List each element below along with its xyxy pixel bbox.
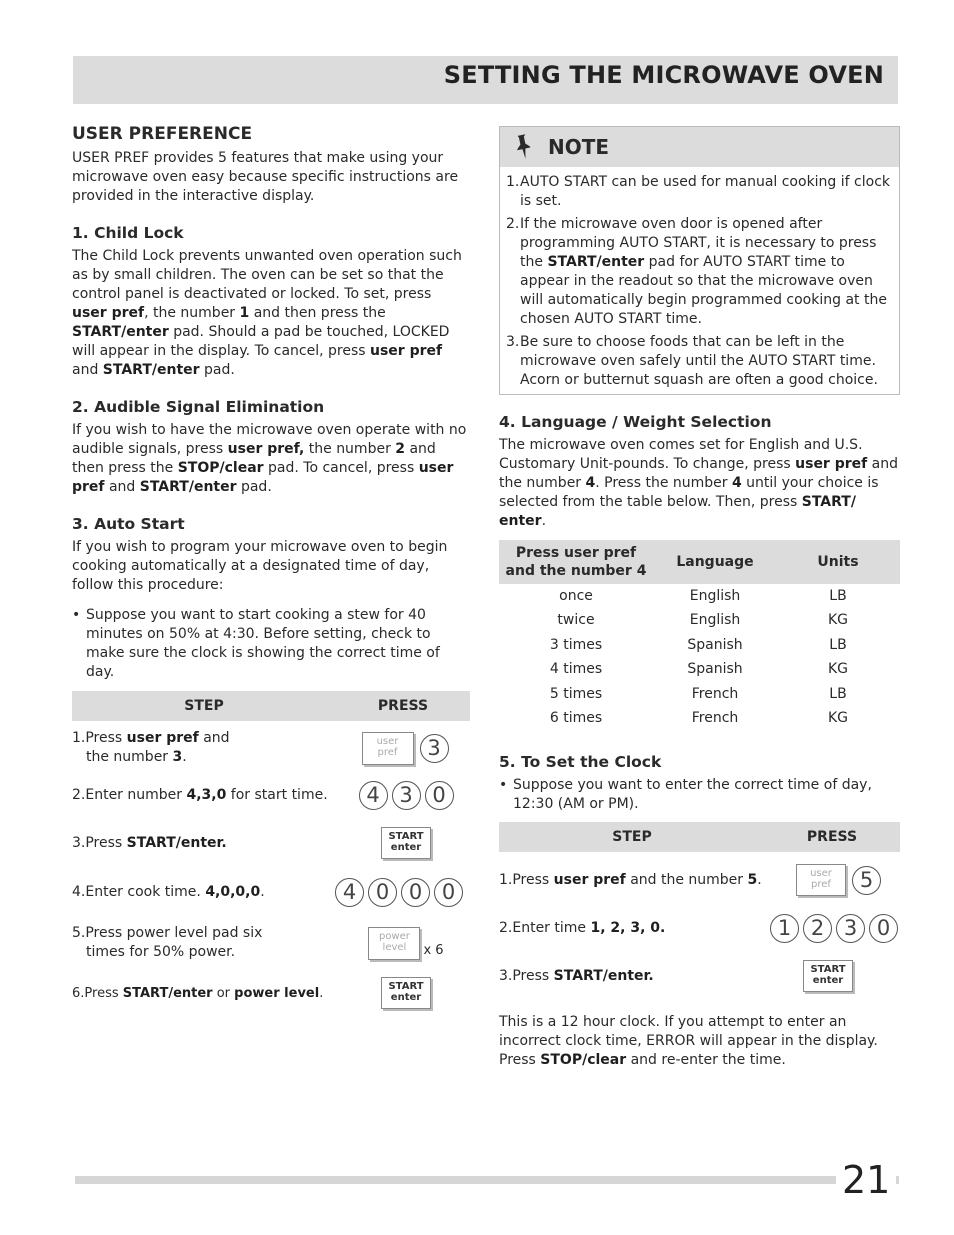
child-lock-section [72, 224, 470, 380]
start-enter-pad: START enter [381, 977, 431, 1009]
page-title: SETTING THE MICROWAVE OVEN [443, 61, 884, 89]
auto-start-intro: If you wish to program your microwave oven to begin cooking automatically at a designated time of day, follow this procedure: [72, 539, 448, 593]
list-item: 1. AUTO START can be used for manual cooking if clock is set. [506, 174, 890, 209]
step-column-header: STEP [184, 697, 224, 714]
table-row [499, 951, 900, 1001]
step-keys [768, 914, 900, 943]
units-column-header: Units [817, 553, 859, 570]
table-row: 6 times French KG [549, 710, 849, 727]
list-item: 2. If the microwave oven door is opened after programming AUTO START, it is necessary to press the START/enter pad for AUTO START time to appear in the readout so that the microwave oven will automatically begin programmed cooking at the chosen AUTO START time. [506, 216, 887, 327]
step-text: 3.Press START/enter. [72, 834, 227, 851]
step-keys [342, 827, 470, 859]
language-column-header: Language [676, 553, 754, 570]
number-key: 0 [434, 878, 463, 907]
step-keys [342, 781, 470, 810]
step-text: 4.Enter cook time. 4,0,0,0. [72, 883, 265, 900]
table-row [72, 969, 470, 1017]
number-key: 0 [368, 878, 397, 907]
press-count-column-header: Press user pref and the number 4 [505, 545, 647, 579]
right-column [499, 126, 900, 1070]
list-item: 3. Be sure to choose foods that can be left in the microwave oven safely until the AUTO START time. Acorn or butternut squash are often a good choice. [506, 334, 878, 388]
bullet-mark: • [499, 777, 508, 793]
user-preference-intro: USER PREF provides 5 features that make using your microwave oven easy because specific instructions are provided in the interactive display. [72, 150, 459, 204]
audible-signal-text: If you wish to have the microwave oven operate with no audible signals, press user pref, the number 2 and then press the STOP/clear pad. To cancel, press user pref and START/enter pad. [72, 422, 467, 495]
note-list [500, 167, 899, 390]
number-key: 3 [392, 781, 421, 810]
table-row: 3 times Spanish LB [549, 636, 847, 653]
table-row [499, 905, 900, 951]
child-lock-text: The Child Lock prevents unwanted oven operation such as by small children. The oven can be set so that the control panel is deactivated or locked. To set, press user pref, the number 1 and then press the START/enter pad. Should a pad be touched, LOCKED will appear in the display. To cancel, press user pref and START/enter pad. [72, 248, 462, 378]
table-row [499, 855, 900, 905]
number-key: 0 [869, 914, 898, 943]
header-bar [73, 56, 898, 104]
step-keys [342, 732, 470, 765]
step-keys [769, 960, 900, 992]
clock-bullet: • Suppose you want to enter the correct time of day, 12:30 (AM or PM). [499, 777, 872, 812]
step-text: 2.Enter number 4,3,0 for start time. [72, 786, 328, 803]
audible-signal-heading: 2. Audible Signal Elimination [72, 398, 325, 416]
table-row: 4 times Spanish KG [549, 661, 849, 678]
note-title: NOTE [548, 134, 610, 159]
step-keys [342, 927, 470, 960]
step-text: 6.Press START/enter or power level. [72, 985, 324, 1001]
step-text: 1.Press user pref and the number 3. [72, 730, 230, 765]
step-keys [342, 977, 470, 1009]
language-section [499, 413, 900, 731]
step-text: 5.Press power level pad six times for 50% power. [72, 925, 263, 960]
start-enter-pad: START enter [803, 960, 853, 992]
note-box [499, 126, 900, 395]
left-column [72, 124, 470, 1017]
clock-heading: 5. To Set the Clock [499, 753, 662, 771]
press-column-header: PRESS [377, 697, 429, 714]
user-pref-pad: user pref [362, 732, 414, 765]
language-table-header [499, 540, 900, 584]
step-text: 2.Enter time 1, 2, 3, 0. [499, 919, 666, 936]
press-column-header: PRESS [806, 828, 858, 845]
table-row [72, 725, 470, 771]
table-row: twice English KG [557, 612, 849, 629]
language-table-body [499, 584, 900, 731]
bullet-mark: • [72, 607, 81, 623]
power-level-pad: power level [368, 927, 420, 960]
clock-section [499, 753, 900, 1070]
number-key: 2 [803, 914, 832, 943]
step-text: 1.Press user pref and the number 5. [499, 871, 762, 888]
number-key: 4 [359, 781, 388, 810]
user-preference-heading: USER PREFERENCE [72, 124, 253, 144]
step-keys [779, 864, 900, 896]
language-heading: 4. Language / Weight Selection [499, 413, 772, 431]
number-key: 5 [852, 866, 881, 895]
child-lock-heading: 1. Child Lock [72, 224, 184, 242]
table-row [72, 819, 470, 867]
auto-start-section [72, 515, 470, 1017]
number-key: 3 [420, 734, 449, 763]
number-key: 0 [401, 878, 430, 907]
user-pref-pad: user pref [796, 864, 846, 896]
table-row [72, 917, 470, 969]
auto-start-table-header [72, 691, 470, 721]
step-column-header: STEP [612, 828, 652, 845]
table-row [72, 867, 470, 917]
auto-start-heading: 3. Auto Start [72, 515, 185, 533]
table-row: once English LB [559, 587, 847, 604]
number-key: 1 [770, 914, 799, 943]
number-key: 0 [425, 781, 454, 810]
page-number: 21 [836, 1158, 896, 1202]
note-header [500, 127, 899, 167]
step-keys [328, 878, 470, 907]
table-row [72, 771, 470, 819]
clock-table-header [499, 822, 900, 852]
language-text: The microwave oven comes set for English and U.S. Customary Unit-pounds. To change, press user pref and the number 4. Press the number 4 until your choice is selected from the table below. Then, press START/ enter. [499, 437, 899, 529]
number-key: 4 [335, 878, 364, 907]
footer-bar [75, 1176, 899, 1184]
audible-signal-section [72, 398, 470, 497]
number-key: 3 [836, 914, 865, 943]
table-row: 5 times French LB [549, 685, 847, 702]
multiplier-label: x 6 [423, 942, 444, 958]
clock-footnote: This is a 12 hour clock. If you attempt to enter an incorrect clock time, ERROR will appear in the display. Press STOP/clear and re-enter the time. [499, 1014, 878, 1068]
start-enter-pad: START enter [381, 827, 431, 859]
pushpin-icon [514, 133, 534, 161]
auto-start-bullet: • Suppose you want to start cooking a stew for 40 minutes on 50% at 4:30. Before setting, check to make sure the clock is showing the correct time of day. [72, 607, 440, 680]
step-text: 3.Press START/enter. [499, 967, 654, 984]
